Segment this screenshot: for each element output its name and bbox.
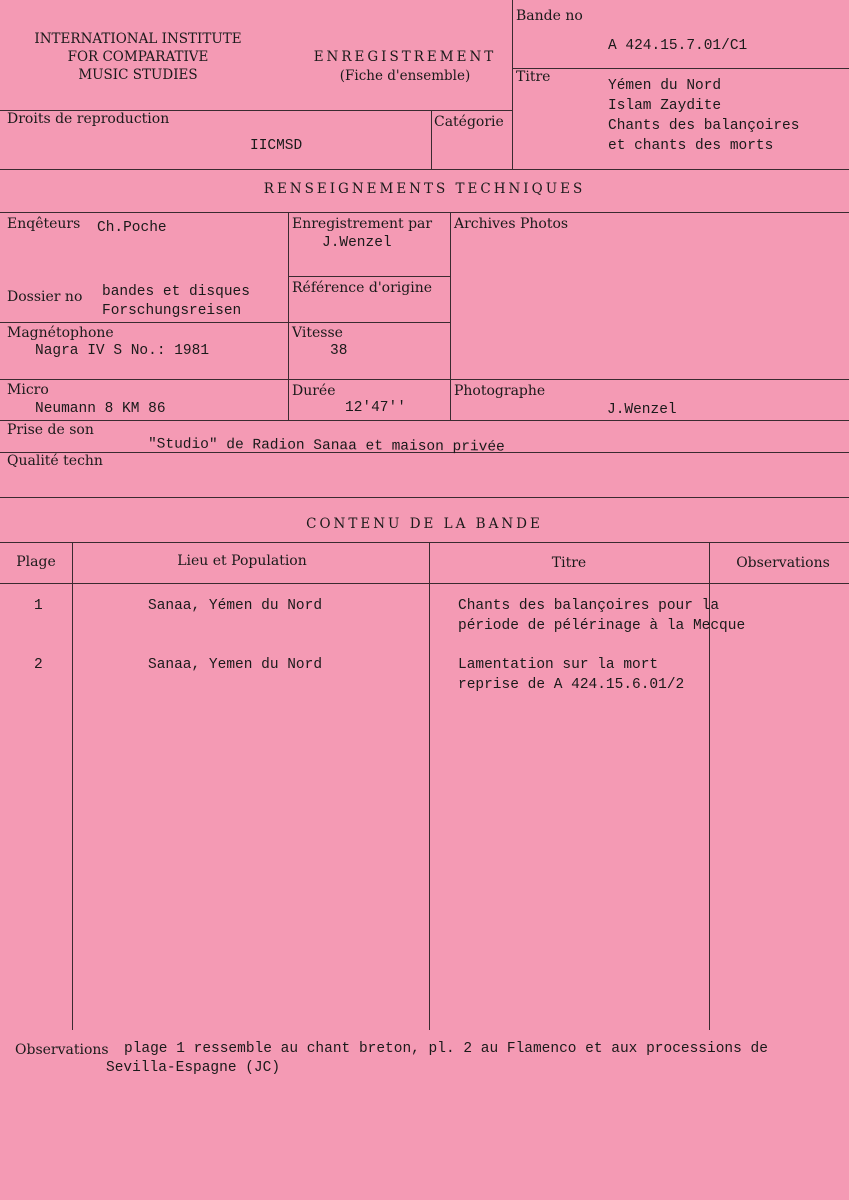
row-2-plage: 2	[34, 657, 43, 673]
titre-line-2: Islam Zaydite	[608, 98, 722, 114]
rule	[0, 322, 450, 323]
rule	[0, 169, 849, 170]
header-observations: Observations	[736, 555, 830, 571]
titre-line-3: Chants des balançoires	[608, 118, 800, 134]
prise-label: Prise de son	[7, 422, 94, 438]
rule	[0, 379, 849, 380]
row-1-plage: 1	[34, 598, 43, 614]
magnetophone-value: Nagra IV S No.: 1981	[35, 343, 210, 359]
enqueteurs-value: Ch.Poche	[97, 220, 167, 236]
row-1-lieu: Sanaa, Yémen du Nord	[148, 598, 323, 614]
rule	[431, 110, 432, 170]
prise-value: "Studio" de Radion Sanaa et maison privée	[147, 436, 505, 456]
row-1-titre-line-1: Chants des balançoires pour la	[458, 598, 720, 614]
row-2-lieu: Sanaa, Yemen du Nord	[148, 657, 323, 673]
header-lieu: Lieu et Population	[177, 553, 307, 569]
institute-line-3: MUSIC STUDIES	[78, 67, 198, 83]
enregistrement-label: Enregistrement par	[292, 216, 433, 232]
row-1-titre-line-2: période de pélérinage à la Mecque	[458, 618, 746, 634]
enqueteurs-label: Enqêteurs	[7, 216, 81, 232]
titre-line-4: et chants des morts	[608, 138, 774, 154]
row-2-titre-line-1: Lamentation sur la mort	[458, 657, 659, 673]
rule	[0, 542, 849, 543]
rule	[0, 583, 849, 584]
header-titre: Titre	[551, 555, 587, 571]
observations-line-2: Sevilla-Espagne (JC)	[106, 1060, 281, 1076]
rule	[288, 276, 450, 277]
rule	[450, 212, 451, 420]
dossier-line-1: bandes et disques	[102, 284, 250, 300]
rule	[0, 420, 849, 421]
rule	[0, 212, 849, 213]
rule	[512, 0, 513, 170]
titre-line-1: Yémen du Nord	[608, 78, 722, 94]
institute-line-2: FOR COMPARATIVE	[67, 49, 209, 65]
rule	[512, 68, 849, 69]
dossier-label: Dossier no	[7, 289, 83, 305]
tech-section-title: RENSEIGNEMENTS TECHNIQUES	[263, 181, 586, 197]
header-plage: Plage	[16, 554, 56, 570]
bande-label: Bande no	[516, 8, 583, 24]
enregistrement-value: J.Wenzel	[322, 235, 392, 251]
rule	[288, 212, 289, 420]
contenu-section-title: CONTENU DE LA BANDE	[306, 516, 543, 532]
reference-label: Référence d'origine	[292, 280, 433, 296]
dossier-line-2: Forschungsreisen	[102, 303, 242, 319]
rule	[709, 542, 710, 1030]
photographe-value: J.Wenzel	[607, 402, 677, 418]
qualite-label: Qualité techn	[7, 453, 103, 469]
vitesse-value: 38	[330, 343, 348, 359]
bande-value: A 424.15.7.01/C1	[608, 38, 748, 54]
micro-value: Neumann 8 KM 86	[35, 401, 166, 417]
rule	[72, 542, 73, 1030]
observations-label: Observations	[15, 1042, 109, 1058]
categorie-label: Catégorie	[434, 114, 504, 130]
magnetophone-label: Magnétophone	[7, 325, 114, 341]
photographe-label: Photographe	[454, 383, 546, 399]
duree-label: Durée	[292, 383, 336, 399]
vitesse-label: Vitesse	[292, 325, 343, 341]
form-subtitle: (Fiche d'ensemble)	[339, 68, 471, 84]
droits-value: IICMSD	[250, 138, 303, 154]
institute-line-1: INTERNATIONAL INSTITUTE	[34, 31, 242, 47]
observations-line-1: plage 1 ressemble au chant breton, pl. 2 au Flamenco et aux processions de	[124, 1041, 768, 1057]
micro-label: Micro	[7, 382, 49, 398]
droits-label: Droits de reproduction	[7, 111, 170, 127]
rule	[429, 542, 430, 1030]
rule	[0, 497, 849, 498]
row-2-titre-line-2: reprise de A 424.15.6.01/2	[458, 677, 685, 693]
form-title: ENREGISTREMENT	[313, 49, 497, 65]
duree-value: 12'47''	[345, 400, 406, 416]
archives-label: Archives Photos	[454, 216, 569, 232]
titre-label: Titre	[516, 69, 551, 85]
